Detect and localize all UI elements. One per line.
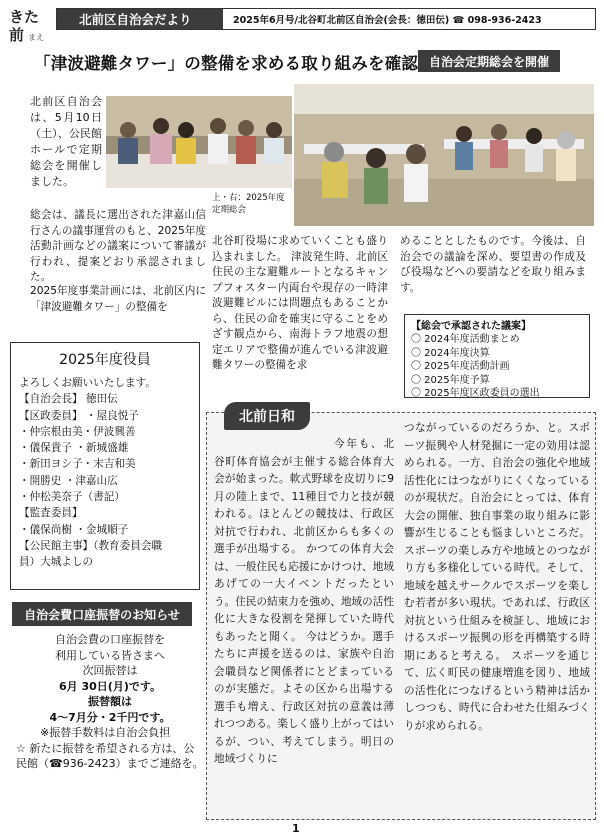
officer-line: ・儀保貴子 ・新城盛雄 [19,442,129,455]
fee-notice-tag: 自治会費口座振替のお知らせ [12,602,192,626]
article-paragraph-agenda: 総会は、議長に選出された津嘉山信行さんの議事運営のもと、2025年度活動計画などの議案について審議が行われ、提案どおり承認されました。 [30,209,206,283]
agenda-item: 〇 2025年度活動計画 [411,361,510,372]
officers-box [10,342,200,590]
article-column-3: めることとしたものです。今後は、自治会での議論を深め、要望書の作成及び役場などへの要請などを取り組みます。 [400,235,586,294]
fee-contact: ☆ 新たに振替を希望される方は、公民館（☎936-2423）までご連絡を。 [16,741,204,770]
article-intro: 北前区自治会は、5月10日（土）、公民館ホールで定期総会を開催しました。 [30,95,102,188]
kitamae-column-right: つながっているのだろうか、と。スポーツ振興や人材発掘に一定の効用は認められる。一方、自治会の強化や地域活性化にはつながりにくくなっているのが現状だ。自治会にとっては、体育大会の開催、独自事業の取り組みに影響が生じることも悩ましいところだ。 スポーツの楽しみ方や地域とのつながり方も多様化している時代。そして、地域を越えサークルでスポーツを楽しむ若者が多い現状。であれば、行政区対抗という仕組みを検証し、地域におけるスポーツ振興の形を再構築する時期にあると考える。 スポーツを通じて、広く町民の健康増進を図り、地域の活性化につなげるという精神は活かしつつも、時代に合わせた仕組みづくりが求められる。 [404,422,590,732]
kitamae-column-left: 今年も、北谷町体育協会が主催する総合体育大会が始まった。軟式野球を皮切りに9月の陸上まで、11種目で力と技が競われる。ほとんどの競技は、行政区対抗で行われ、北前区からも多くの選手が出場する。 かつての体育大会は、一般住民も応援にかけつけ、地域あげての一大イベントだったという。住民の結束力を強め、地域の活性化に大きな役割を発揮していた時代もあったと聞く。 今はどうか。選手たちに声援を送るのは、家族や自治会職員など関係者にとどまっているのが実態だ。よその区から出場する選手も増え、行政区対抗の意義は薄れつつある。楽しく盛り上がってはいるが、つい、考えてしまう。明日の地域づくりに [214,438,394,765]
page-number: 1 [292,822,300,835]
officers-title: 2025年度役員 [59,352,151,368]
article-column-2: 北谷町役場に求めていくことも盛り込まれました。 津波発生時、北前区住民の主な避難ルートとなるキャンプフォスター内両台や現存の一時津波避難ビルには問題点もあることから、住民の命を確実に守ることをめざす観点から、南海トラフ地震の想定エリアで整備が進んでいる津波避難タワーの整備を求 [212,235,388,371]
issue-info: 2025年6月号/北谷町北前区自治会(会長：徳田伝) ☎ 098-936-2423 [233,15,542,26]
kitamae-column-tag: 北前日和 [224,402,310,430]
approved-agenda-box [404,314,590,398]
svg-text:きた: きた [9,8,40,26]
headline: 「津波避難タワー」の整備を求める取り組みを確認 [34,54,419,73]
fee-amount: 4～7月分・2千円です。 [49,710,171,724]
agenda-item: 〇 2025年度区政委員の選出 [411,388,540,399]
svg-text:まえ: まえ [28,33,44,42]
officer-line: 【監査委員】 [19,507,83,520]
fee-notice-body [16,632,204,772]
officer-line: ・開勝史 ・津嘉山広 [19,474,118,487]
meeting-tag: 自治会定期総会を開催 [418,50,560,72]
agenda-item: 〇 2024年度決算 [411,347,490,359]
newsletter-title: 北前区自治会だより [57,9,223,29]
svg-text:前: 前 [9,26,25,44]
fee-line: 振替額は [88,695,132,708]
officer-line: 員）大城よしの [19,556,94,569]
officer-line: 【公民館主事】（教育委員会職 [19,539,163,552]
fee-line: 利用している皆さまへ [55,648,165,662]
officer-line: ・新田ヨシ子・末吉和美 [19,458,136,471]
fee-date: 6月 30日(月)です。 [59,679,161,693]
kitamae-logo [6,4,54,46]
officer-line: よろしくお願いいたします。 [19,377,156,389]
fee-line: 自治会費の口座振替を [55,633,165,646]
officer-line: ・仲松美奈子（書記） [19,491,125,504]
officer-line: ・儀保尚樹 ・金城順子 [19,523,129,536]
officer-line: ・仲宗根由美・伊波興善 [19,425,136,438]
agenda-item: 〇 2025年度予算 [411,374,490,386]
meeting-photo-left [106,96,292,188]
approved-agenda-title: 【総会で承認された議案】 [411,321,531,332]
fee-line: 次回振替は [82,664,138,677]
article-paragraph-plan: 2025年度事業計画には、北前区内に「津波避難タワー」の整備を [30,285,206,313]
fee-note: ※振替手数料は自治会負担 [40,726,171,739]
officer-line: 【区政委員】 ・屋良悦子 [19,409,139,422]
officer-line: 【自治会長】 徳田伝 [19,393,118,406]
photo-caption: 上・右：2025年度定期総会 [212,193,285,215]
meeting-photo-right [294,84,594,226]
agenda-item: 〇 2024年度活動まとめ [411,334,520,345]
header-bar [56,8,596,30]
